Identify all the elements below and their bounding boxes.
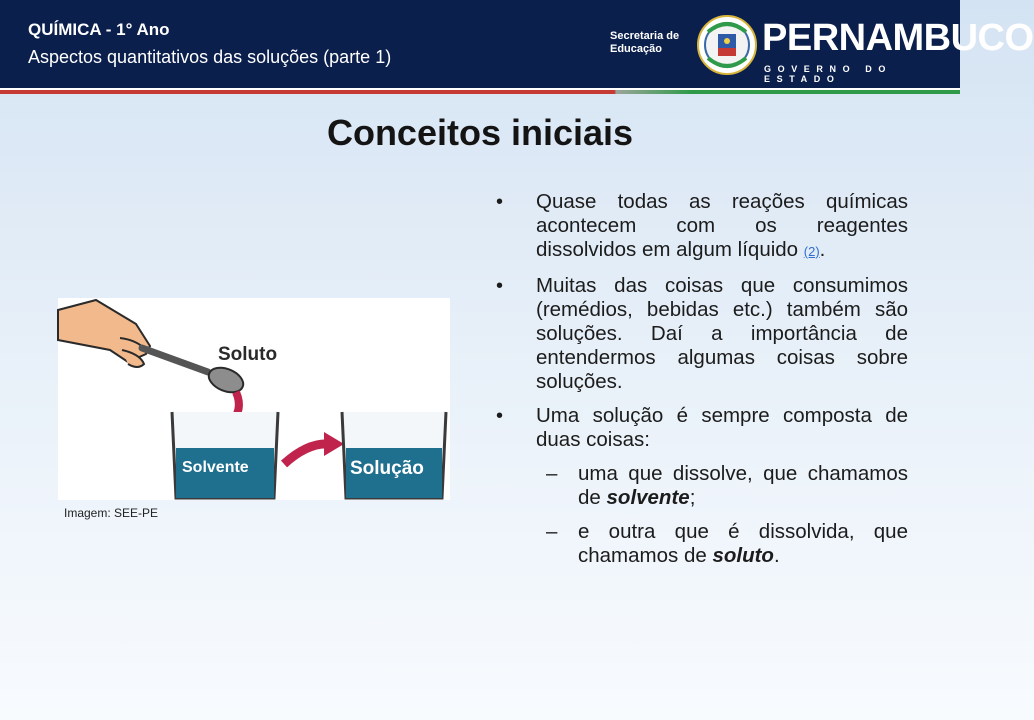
bullet-item [496,274,908,394]
bullet-list [496,190,908,578]
bullet-text: Muitas das coisas que consumimos (remédios, bebidas etc.) também são soluções. Daí a importância de entendermos algumas coisas sobre soluções. [536,274,908,393]
flag-stripe [0,90,960,94]
government-label: GOVERNO DO ESTADO [764,64,893,84]
bullet-item [496,190,908,264]
dash-marker: – [546,520,558,543]
secretaria-label: Secretaria de Educação [610,30,680,55]
spoon-bowl [205,363,247,397]
header-bar [0,0,1034,88]
solucao-label: Solução [350,458,424,479]
soluto-label: Soluto [218,344,278,365]
transfer-arrow-head [324,432,344,456]
transfer-arrow [284,444,330,464]
topic-label: Aspectos quantitativos das soluções (parte 1) [28,47,392,67]
bullet-marker: • [496,275,504,297]
sub-bullet-item: – e outra que é dissolvida, que chamamos de soluto. [546,520,908,567]
beakers-figure [58,298,450,500]
bullet-item [496,404,908,452]
hand-shape [58,300,150,362]
solution-illustration [58,298,450,500]
solvente-label: Solvente [182,459,249,476]
bullet-text: Quase todas as reações químicas acontecem com os reagentes dissolvidos em algum líquido [536,190,908,261]
bullet-text: Uma solução é sempre composta de duas coisas: [536,404,908,451]
spoon-handle [142,348,208,372]
bullet-marker: • [496,191,504,213]
sub-bullet-text: e outra que é dissolvida, que chamamos de [578,520,908,567]
sub-bullet-item: – uma que dissolve, que chamamos de solvente; [546,462,908,509]
state-crest-icon [696,14,758,76]
subject-label: QUÍMICA - 1° Ano [28,20,170,39]
term-soluto: soluto [712,544,774,567]
bullet-end: . [819,238,826,261]
sub-bullet-text: uma que dissolve, que chamamos de [578,462,908,509]
reference-link[interactable]: (2) [803,244,820,259]
term-solvente: solvente [606,486,690,509]
dash-marker: – [546,462,558,485]
state-wordmark: PERNAMBUCO [762,17,1034,59]
image-credit: Imagem: SEE-PE [64,506,159,520]
slide-title: Conceitos iniciais [326,112,634,153]
bullet-marker: • [496,405,504,427]
